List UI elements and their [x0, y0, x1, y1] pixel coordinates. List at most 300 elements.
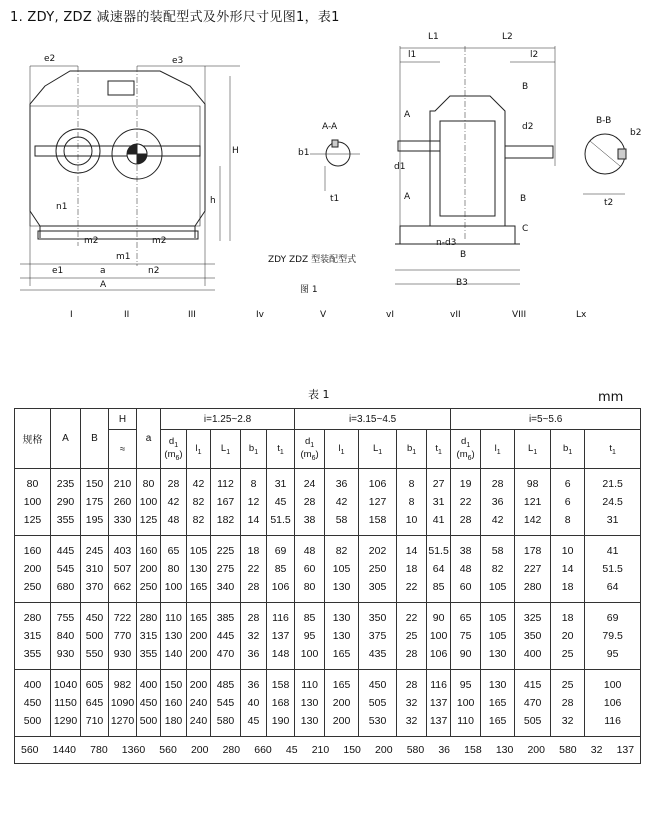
cell-value: 85: [432, 581, 445, 593]
cell-value: 14: [405, 545, 418, 557]
cell-value: 8: [408, 496, 415, 508]
cell-value: 82: [335, 545, 348, 557]
cell-value: 106: [271, 581, 290, 593]
cell-value: 28: [561, 697, 574, 709]
dim-label: A: [404, 110, 411, 120]
table-cell: [241, 603, 267, 670]
cell-value: 38: [303, 514, 316, 526]
dim-label: b2: [630, 128, 642, 138]
sub-col-header: $L_1$: [359, 430, 397, 469]
table-row-group: [15, 469, 641, 536]
cell-value: 106: [603, 697, 622, 709]
col-header-h-approx: ≈: [109, 430, 137, 469]
section-label: B-B: [596, 116, 612, 126]
cell-value: 168: [271, 697, 290, 709]
table-cell: [15, 536, 51, 603]
assembly-caption: ZDY ZDZ 型装配型式: [268, 255, 357, 265]
cell-value: 545: [56, 563, 75, 575]
section-b-b: [583, 134, 626, 194]
table-cell: [451, 670, 481, 737]
col-header-h: H: [109, 409, 137, 430]
cell-value: 22: [405, 581, 418, 593]
table-cell: [51, 469, 81, 536]
cell-value: 202: [368, 545, 387, 557]
cell-value: 545: [216, 697, 235, 709]
sub-col-header: $l_1$: [187, 430, 211, 469]
cell-value: 580: [406, 744, 425, 756]
table-cell: [481, 536, 515, 603]
cell-value: 8: [408, 478, 415, 490]
table-cell: [241, 469, 267, 536]
table-cell: [15, 670, 51, 737]
form-label: V: [320, 310, 327, 320]
cell-value: 28: [491, 478, 504, 490]
table-cell: [109, 536, 137, 603]
figure-label: 图 1: [300, 285, 318, 295]
table-cell: [187, 603, 211, 670]
cell-value: 130: [332, 612, 351, 624]
cell-value: 400: [523, 648, 542, 660]
cell-value: 200: [23, 563, 42, 575]
table-cell: [211, 469, 241, 536]
cell-value: 121: [523, 496, 542, 508]
cell-value: 315: [139, 630, 158, 642]
cell-value: 530: [368, 715, 387, 727]
cell-value: 370: [85, 581, 104, 593]
table-row-group: [15, 603, 641, 670]
cell-value: 662: [113, 581, 132, 593]
cell-value: 175: [85, 496, 104, 508]
cell-value: 130: [332, 630, 351, 642]
cell-value: 770: [113, 630, 132, 642]
cell-value: 240: [189, 697, 208, 709]
cell-value: 158: [271, 679, 290, 691]
table-cell: [81, 603, 109, 670]
cell-value: 250: [23, 581, 42, 593]
cell-value: 51.5: [428, 545, 449, 557]
cell-value: 32: [405, 715, 418, 727]
cell-value: 200: [189, 648, 208, 660]
cell-value: 28: [405, 648, 418, 660]
cell-value: 105: [332, 563, 351, 575]
table-cell: [427, 670, 451, 737]
dim-label: m2: [84, 236, 99, 246]
cell-value: 1150: [54, 697, 77, 709]
table-cell: [137, 603, 161, 670]
cell-value: 1360: [121, 744, 146, 756]
dim-label: b1: [298, 148, 310, 158]
cell-value: 722: [113, 612, 132, 624]
cell-value: 350: [523, 630, 542, 642]
cell-value: 22: [405, 612, 418, 624]
sub-col-header: $d_1$ $(m_6)$: [295, 430, 325, 469]
cell-value: 210: [311, 744, 330, 756]
table-cell: [551, 536, 585, 603]
cell-value: 167: [216, 496, 235, 508]
cell-value: 95: [606, 648, 619, 660]
cell-value: 130: [332, 581, 351, 593]
cell-value: 780: [90, 744, 108, 756]
table-cell: [267, 469, 295, 536]
dim-label: n-d3: [436, 238, 457, 248]
cell-value: 36: [438, 744, 451, 756]
table-cell: [137, 536, 161, 603]
cell-value: 112: [217, 478, 234, 490]
cell-value: 90: [459, 648, 472, 660]
cell-value: 82: [192, 496, 205, 508]
cell-value: 280: [222, 744, 241, 756]
table-cell: [211, 670, 241, 737]
cell-value: 32: [590, 744, 603, 756]
table-cell: [325, 670, 359, 737]
sub-col-header: $L_1$: [515, 430, 551, 469]
table-cell: [295, 469, 325, 536]
cell-value: 28: [459, 514, 472, 526]
dim-label: L1: [428, 32, 439, 42]
cell-value: 148: [271, 648, 290, 660]
col-header-b: B: [81, 409, 109, 469]
table-cell: [295, 536, 325, 603]
ratio-group-header: i=1.25~2.8: [161, 409, 295, 430]
cell-value: 400: [139, 679, 158, 691]
cell-value: 19: [459, 478, 472, 490]
table-cell: [451, 536, 481, 603]
sub-col-header: $l_1$: [481, 430, 515, 469]
cell-value: 28: [167, 478, 180, 490]
cell-value: 85: [303, 612, 316, 624]
table-cell: [267, 670, 295, 737]
cell-value: 137: [429, 697, 448, 709]
cell-value: 130: [164, 630, 183, 642]
cell-value: 31: [432, 496, 445, 508]
table-cell: [137, 469, 161, 536]
cell-value: 64: [432, 563, 445, 575]
dim-label: A: [404, 192, 411, 202]
cell-value: 41: [432, 514, 445, 526]
cell-value: 505: [523, 715, 542, 727]
cell-value: 25: [561, 648, 574, 660]
cell-value: 48: [303, 545, 316, 557]
cell-value: 82: [491, 563, 504, 575]
cell-value: 250: [139, 581, 158, 593]
table-cell: [81, 469, 109, 536]
cell-value: 470: [216, 648, 235, 660]
table-cell: [211, 603, 241, 670]
cell-value: 24: [303, 478, 316, 490]
cell-value: 105: [488, 630, 507, 642]
cell-value: 28: [247, 581, 260, 593]
cell-value: 25: [405, 630, 418, 642]
table-cell: [15, 737, 641, 764]
cell-value: 227: [523, 563, 542, 575]
cell-value: 60: [303, 563, 316, 575]
cell-value: 982: [113, 679, 132, 691]
cell-value: 235: [56, 478, 75, 490]
cell-value: 150: [164, 679, 183, 691]
ratio-group-header: i=3.15~4.5: [295, 409, 451, 430]
cell-value: 165: [488, 715, 507, 727]
cell-value: 105: [488, 612, 507, 624]
cell-value: 435: [368, 648, 387, 660]
table-cell: [359, 536, 397, 603]
cell-value: 560: [159, 744, 177, 756]
table-cell: [427, 469, 451, 536]
cell-value: 6: [564, 496, 571, 508]
cell-value: 130: [488, 648, 507, 660]
cell-value: 27: [432, 478, 445, 490]
cell-value: 160: [164, 697, 183, 709]
table-cell: [551, 603, 585, 670]
cell-value: 605: [85, 679, 104, 691]
cell-value: 280: [139, 612, 158, 624]
cell-value: 100: [164, 581, 183, 593]
cell-value: 160: [139, 545, 158, 557]
cell-value: 130: [300, 715, 319, 727]
dim-label: e3: [172, 56, 184, 66]
cell-value: 200: [332, 697, 351, 709]
dimension-table: [14, 408, 641, 764]
table-cell: [161, 670, 187, 737]
cell-value: 85: [274, 563, 287, 575]
cell-value: 45: [247, 715, 260, 727]
cell-value: 42: [335, 496, 348, 508]
cell-value: 42: [167, 496, 180, 508]
table-cell: [551, 670, 585, 737]
cell-value: 200: [190, 744, 209, 756]
cell-value: 500: [139, 715, 158, 727]
sub-col-header: $l_1$: [325, 430, 359, 469]
dim-label: H: [232, 146, 239, 156]
table-cell: [295, 670, 325, 737]
cell-value: 225: [216, 545, 235, 557]
page-heading: 1. ZDY, ZDZ 减速器的装配型式及外形尺寸见图1，表1: [10, 10, 340, 25]
sub-col-header: $d_1$ $(m_6)$: [451, 430, 481, 469]
cell-value: 130: [300, 697, 319, 709]
cell-value: 500: [85, 630, 104, 642]
cell-value: 31: [606, 514, 619, 526]
cell-value: 450: [368, 679, 387, 691]
table-cell: [325, 536, 359, 603]
cell-value: 485: [216, 679, 235, 691]
cell-value: 105: [189, 545, 208, 557]
table-cell: [585, 670, 641, 737]
table-cell: [359, 670, 397, 737]
table-cell: [241, 670, 267, 737]
cell-value: 51.5: [602, 563, 623, 575]
cell-value: 95: [303, 630, 316, 642]
cell-value: 58: [335, 514, 348, 526]
cell-value: 375: [368, 630, 387, 642]
sub-col-header: $t_1$: [585, 430, 641, 469]
cell-value: 445: [56, 545, 75, 557]
cell-value: 65: [459, 612, 472, 624]
table-cell: [397, 670, 427, 737]
form-label: Iv: [256, 310, 264, 320]
cell-value: 14: [247, 514, 260, 526]
cell-value: 48: [459, 563, 472, 575]
table-cell: [359, 603, 397, 670]
cell-value: 200: [189, 630, 208, 642]
cell-value: 32: [561, 715, 574, 727]
cell-value: 125: [23, 514, 42, 526]
cell-value: 100: [139, 496, 158, 508]
cell-value: 58: [491, 545, 504, 557]
cell-value: 250: [368, 563, 387, 575]
table-cell: [187, 670, 211, 737]
cell-value: 1040: [53, 679, 78, 691]
table-cell: [161, 536, 187, 603]
table-cell: [427, 536, 451, 603]
cell-value: 305: [368, 581, 387, 593]
cell-value: 130: [189, 563, 208, 575]
cell-value: 275: [216, 563, 235, 575]
dim-label: B3: [456, 278, 468, 288]
cell-value: 8: [564, 514, 571, 526]
cell-value: 260: [113, 496, 132, 508]
cell-value: 330: [113, 514, 132, 526]
table-row-group: [15, 670, 641, 737]
dim-label: C: [522, 224, 529, 234]
dim-label: A: [100, 280, 107, 290]
col-header-a: A: [51, 409, 81, 469]
form-label: vI: [386, 310, 394, 320]
dim-label: e2: [44, 54, 56, 64]
cell-value: 142: [523, 514, 542, 526]
cell-value: 580: [559, 744, 577, 756]
cell-value: 25: [561, 679, 574, 691]
table-cell: [109, 603, 137, 670]
table-cell: [51, 536, 81, 603]
side-view: [395, 46, 555, 284]
table-cell: [15, 469, 51, 536]
col-header-a-small: a: [137, 409, 161, 469]
cell-value: 110: [165, 612, 182, 624]
cell-value: 79.5: [602, 630, 623, 642]
sub-col-header: $t_1$: [427, 430, 451, 469]
cell-value: 100: [603, 679, 622, 691]
table-cell: [267, 536, 295, 603]
cell-value: 21.5: [602, 478, 623, 490]
cell-value: 80: [142, 478, 155, 490]
table-cell: [211, 536, 241, 603]
cell-value: 18: [561, 581, 574, 593]
cell-value: 137: [429, 715, 448, 727]
section-a-a: [310, 140, 360, 191]
dim-label: d2: [522, 122, 534, 132]
cell-value: 645: [85, 697, 104, 709]
table-cell: [551, 469, 585, 536]
cell-value: 1270: [110, 715, 135, 727]
cell-value: 290: [56, 496, 75, 508]
cell-value: 210: [113, 478, 132, 490]
cell-value: 195: [85, 514, 104, 526]
sub-col-header: $t_1$: [267, 430, 295, 469]
cell-value: 165: [488, 697, 507, 709]
cell-value: 580: [216, 715, 235, 727]
cell-value: 82: [192, 514, 205, 526]
cell-value: 150: [85, 478, 104, 490]
dim-label: m1: [116, 252, 131, 262]
sub-col-header: $d_1$ $(m_6)$: [161, 430, 187, 469]
cell-value: 165: [189, 612, 208, 624]
table-cell: [481, 670, 515, 737]
cell-value: 45: [285, 744, 298, 756]
cell-value: 355: [56, 514, 75, 526]
cell-value: 80: [167, 563, 180, 575]
cell-value: 18: [247, 545, 260, 557]
cell-value: 95: [459, 679, 472, 691]
cell-value: 415: [523, 679, 542, 691]
dim-label: L2: [502, 32, 513, 42]
table-cell: [515, 603, 551, 670]
table-title: 表 1: [308, 388, 330, 401]
form-label: III: [188, 310, 196, 320]
table-cell: [187, 536, 211, 603]
cell-value: 106: [368, 478, 387, 490]
table-cell: [137, 670, 161, 737]
cell-value: 116: [272, 612, 289, 624]
table-cell: [397, 469, 427, 536]
cell-value: 400: [23, 679, 42, 691]
cell-value: 69: [274, 545, 287, 557]
cell-value: 10: [561, 545, 574, 557]
table-cell: [81, 670, 109, 737]
cell-value: 28: [247, 612, 260, 624]
table-cell: [397, 536, 427, 603]
dim-label: t1: [330, 194, 340, 204]
cell-value: 51.5: [270, 514, 291, 526]
cell-value: 64: [606, 581, 619, 593]
cell-value: 24.5: [602, 496, 623, 508]
table-cell: [51, 603, 81, 670]
table-cell: [585, 469, 641, 536]
cell-value: 130: [495, 744, 514, 756]
table-row: [15, 737, 641, 764]
cell-value: 560: [21, 744, 39, 756]
cell-value: 40: [247, 697, 260, 709]
cell-value: 165: [189, 581, 208, 593]
cell-value: 245: [85, 545, 104, 557]
cell-value: 137: [616, 744, 635, 756]
sub-col-header: $b_1$: [397, 430, 427, 469]
cell-value: 158: [464, 744, 482, 756]
dim-label: t2: [604, 198, 614, 208]
cell-value: 32: [247, 630, 260, 642]
table-cell: [481, 603, 515, 670]
dim-label: n2: [148, 266, 160, 276]
table-cell: [109, 469, 137, 536]
cell-value: 325: [523, 612, 542, 624]
cell-value: 80: [303, 581, 316, 593]
cell-value: 10: [405, 514, 418, 526]
table-cell: [109, 670, 137, 737]
cell-value: 69: [606, 612, 619, 624]
cell-value: 75: [459, 630, 472, 642]
cell-value: 106: [429, 648, 448, 660]
cell-value: 6: [564, 478, 571, 490]
cell-value: 550: [85, 648, 104, 660]
sub-col-header: $b_1$: [241, 430, 267, 469]
table-row-group: [15, 536, 641, 603]
dim-label: a: [100, 266, 106, 276]
cell-value: 12: [247, 496, 260, 508]
cell-value: 930: [113, 648, 132, 660]
cell-value: 60: [459, 581, 472, 593]
cell-value: 165: [332, 648, 351, 660]
cell-value: 45: [274, 496, 287, 508]
cell-value: 18: [561, 612, 574, 624]
cell-value: 1290: [53, 715, 78, 727]
